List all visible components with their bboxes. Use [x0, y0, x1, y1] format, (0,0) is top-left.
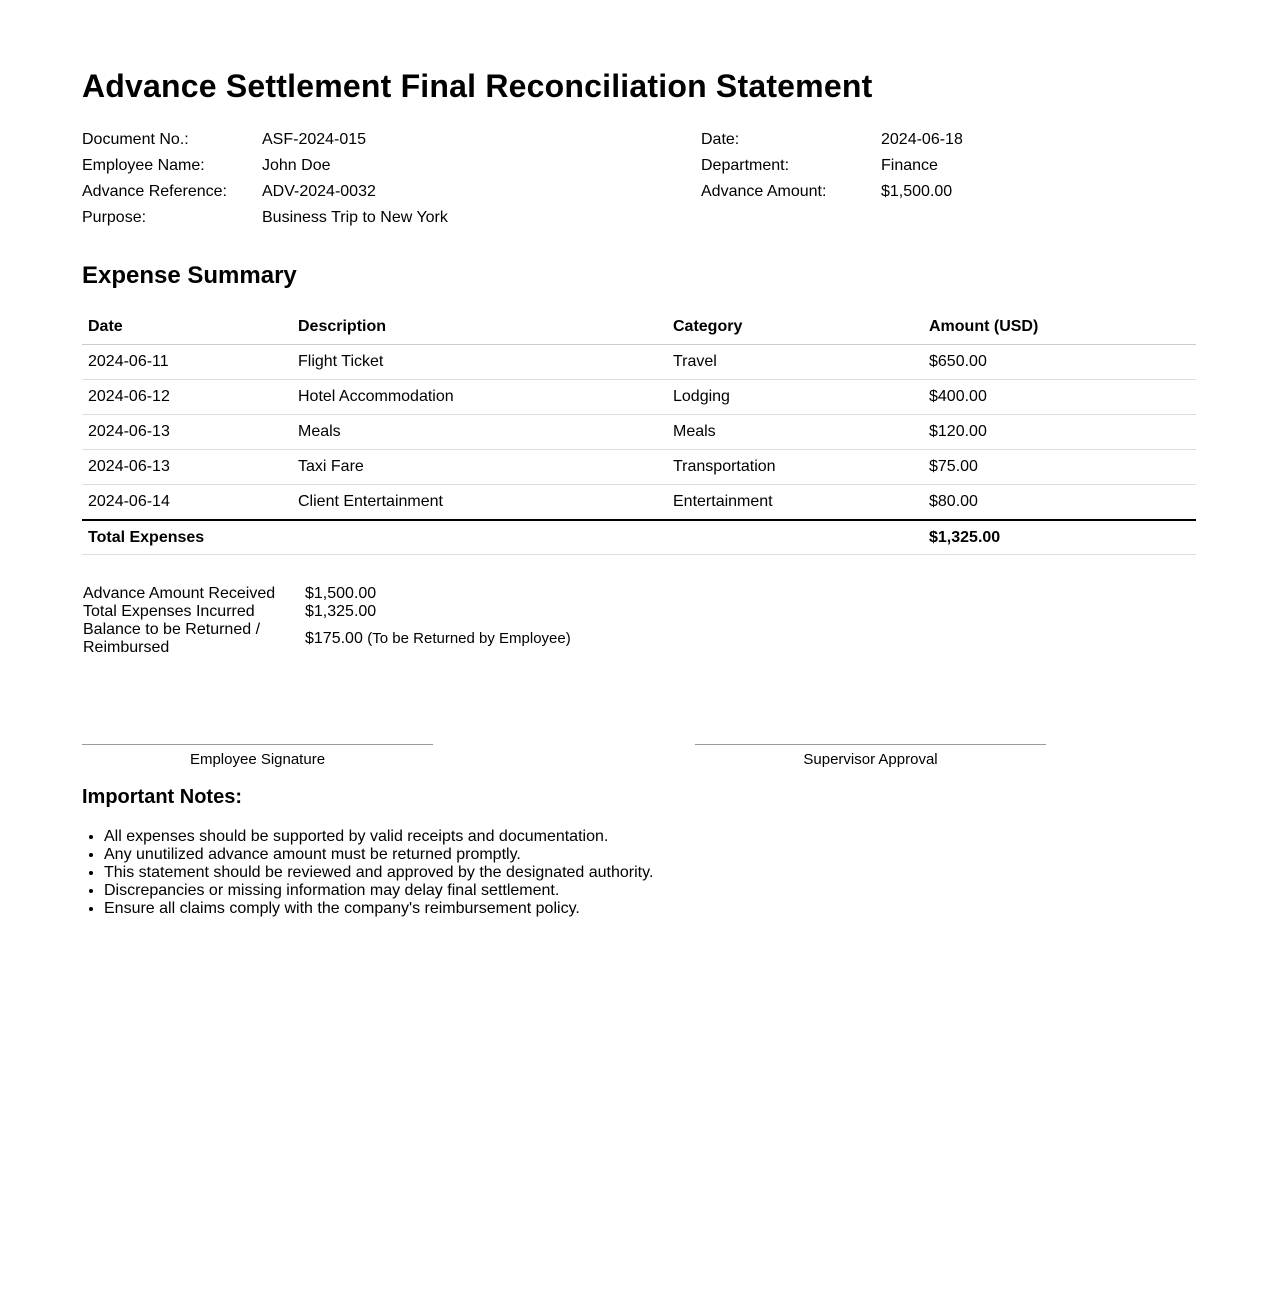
- list-item: • Any unutilized advance amount must be returned promptly.: [104, 846, 653, 864]
- list-item: • This statement should be reviewed and approved by the designated authority.: [104, 864, 653, 882]
- meta-value: ADV-2024-0032: [262, 183, 376, 200]
- meta-value: Finance: [881, 157, 938, 174]
- summary-value: $1,500.00: [305, 585, 377, 602]
- cell-date: 2024-06-14: [82, 485, 292, 521]
- cell-category: Travel: [667, 345, 923, 380]
- summary-row-balance: [82, 621, 572, 657]
- summary-label: Balance to be Returned / Reimbursed: [83, 621, 261, 656]
- table-header-row: [82, 309, 1196, 345]
- summary-value: $1,325.00: [305, 603, 377, 620]
- summary-label: Total Expenses Incurred: [83, 603, 255, 620]
- total-row: [82, 520, 1196, 555]
- table-row: [82, 415, 1196, 450]
- cell-date: 2024-06-11: [82, 345, 292, 380]
- column-header-date: Date: [82, 309, 292, 345]
- page-title: Advance Settlement Final Reconciliation Statement: [82, 68, 873, 104]
- meta-row-date: [701, 130, 963, 156]
- total-value: $1,325.00: [923, 520, 1196, 555]
- meta-value: ASF-2024-015: [262, 131, 367, 148]
- cell-date: 2024-06-12: [82, 380, 292, 415]
- cell-description: Meals: [292, 415, 667, 450]
- list-item: • All expenses should be supported by valid receipts and documentation.: [104, 828, 653, 846]
- list-item: • Discrepancies or missing information may delay final settlement.: [104, 882, 653, 900]
- column-header-description: Description: [292, 309, 667, 345]
- cell-category: Meals: [667, 415, 923, 450]
- document-meta-right: [701, 130, 963, 208]
- meta-value: $1,500.00: [881, 183, 953, 200]
- meta-row-department: [701, 156, 963, 182]
- table-row: [82, 345, 1196, 380]
- document-meta-left: [82, 130, 448, 234]
- meta-label: Date:: [701, 131, 740, 148]
- cell-category: Lodging: [667, 380, 923, 415]
- employee-signature-block: [82, 744, 433, 768]
- meta-value: John Doe: [262, 157, 331, 174]
- cell-category: Transportation: [667, 450, 923, 485]
- summary-label: Advance Amount Received: [83, 585, 276, 602]
- employee-signature-label: Employee Signature: [189, 751, 326, 768]
- list-item: • Ensure all claims comply with the company's reimbursement policy.: [104, 900, 653, 918]
- table-row: [82, 380, 1196, 415]
- meta-row-purpose: [82, 208, 448, 234]
- signature-line: [82, 744, 433, 751]
- meta-label: Employee Name:: [82, 157, 205, 174]
- meta-value: Business Trip to New York: [262, 209, 448, 226]
- important-notes-list: [82, 828, 653, 918]
- cell-description: Taxi Fare: [292, 450, 667, 485]
- meta-label: Advance Amount:: [701, 183, 827, 200]
- meta-label: Purpose:: [82, 209, 147, 226]
- cell-date: 2024-06-13: [82, 415, 292, 450]
- summary-value-balance: [304, 621, 572, 657]
- expense-table: [82, 309, 1196, 555]
- cell-description: Flight Ticket: [292, 345, 667, 380]
- meta-label: Department:: [701, 157, 790, 174]
- summary-row-expenses: [82, 603, 572, 621]
- cell-description: Client Entertainment: [292, 485, 667, 521]
- meta-label: Advance Reference:: [82, 183, 227, 200]
- balance-note: (To be Returned by Employee): [367, 630, 571, 647]
- meta-row-employee-name: [82, 156, 448, 182]
- cell-date: 2024-06-13: [82, 450, 292, 485]
- cell-description: Hotel Accommodation: [292, 380, 667, 415]
- table-row: [82, 485, 1196, 521]
- cell-amount: $120.00: [923, 415, 1196, 450]
- cell-amount: $650.00: [923, 345, 1196, 380]
- meta-row-advance-amount: [701, 182, 963, 208]
- meta-label: Document No.:: [82, 131, 189, 148]
- summary-row-advance: [82, 585, 572, 603]
- important-notes-heading: Important Notes:: [82, 786, 242, 808]
- expense-summary-heading: Expense Summary: [82, 262, 297, 289]
- table-row: [82, 450, 1196, 485]
- supervisor-approval-block: [695, 744, 1046, 768]
- cell-category: Entertainment: [667, 485, 923, 521]
- supervisor-approval-label: Supervisor Approval: [803, 751, 938, 768]
- meta-row-document-no: [82, 130, 448, 156]
- signature-line: [695, 744, 1046, 751]
- cell-amount: $75.00: [923, 450, 1196, 485]
- column-header-amount: Amount (USD): [923, 309, 1196, 345]
- cell-amount: $400.00: [923, 380, 1196, 415]
- total-label: Total Expenses: [82, 520, 923, 555]
- settlement-summary: [82, 585, 572, 657]
- column-header-category: Category: [667, 309, 923, 345]
- balance-amount: $175.00: [305, 630, 363, 647]
- meta-row-advance-reference: [82, 182, 448, 208]
- cell-amount: $80.00: [923, 485, 1196, 521]
- meta-value: 2024-06-18: [881, 131, 963, 148]
